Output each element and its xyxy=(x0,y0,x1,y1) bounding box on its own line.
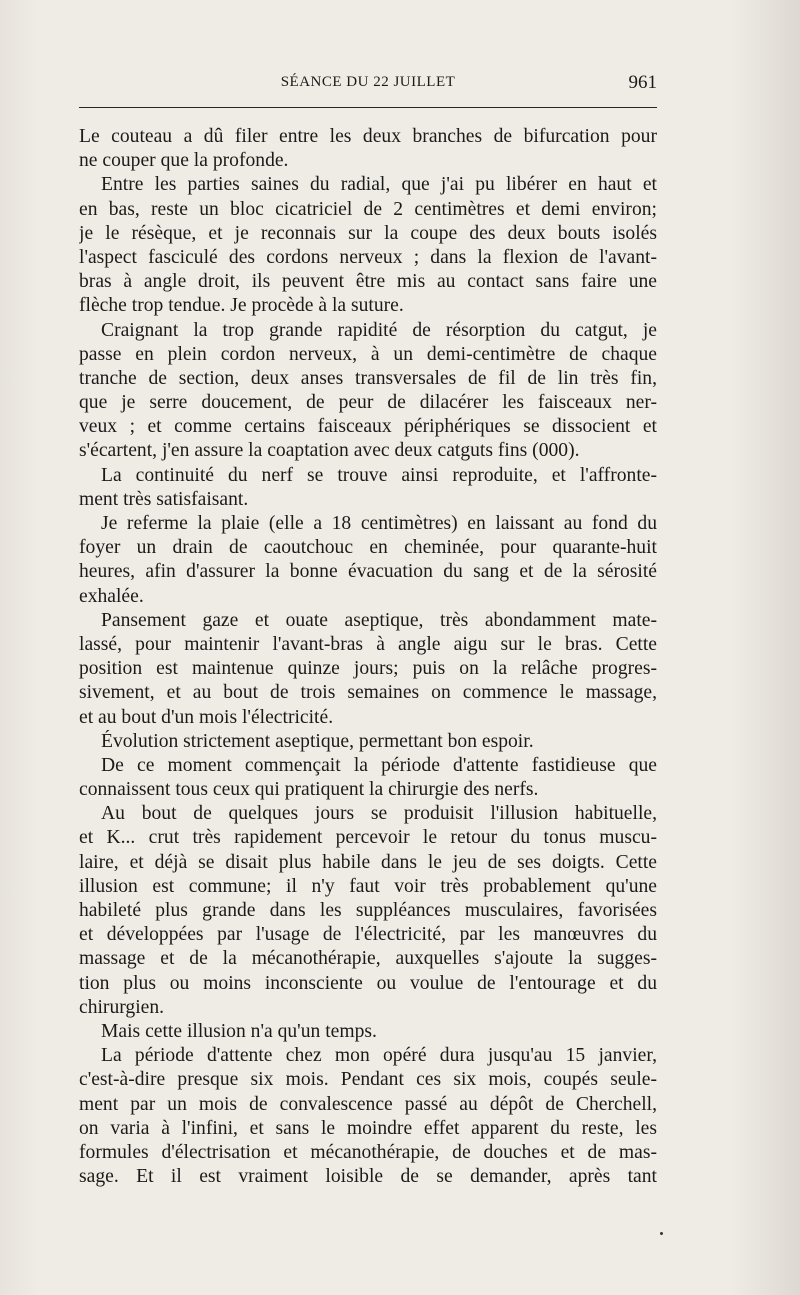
text-line: Mais cette illusion n'a qu'un temps. xyxy=(101,1020,377,1042)
text-line: Entre les parties saines du radial, que j'ai pu libérer en haut et xyxy=(101,174,657,196)
page-header xyxy=(79,72,657,98)
text-line: tranche de section, deux anses transversales de fil de lin très fin, xyxy=(79,367,657,389)
text-line: De ce moment commençait la période d'attente fastidieuse que xyxy=(101,754,657,776)
text-line: et développées par l'usage de l'électricité, par les manœuvres du xyxy=(79,924,657,946)
text-line: je le résèque, et je reconnais sur la coupe des deux bouts isolés xyxy=(79,222,657,244)
text-line: lassé, pour maintenir l'avant-bras à angle aigu sur le bras. Cette xyxy=(79,633,657,655)
text-line: exhalée. xyxy=(79,585,144,607)
text-line: Évolution strictement aseptique, permettant bon espoir. xyxy=(101,730,534,752)
page-edge-shadow-right xyxy=(730,0,800,1295)
text-line: c'est-à-dire presque six mois. Pendant ces six mois, coupés seule- xyxy=(79,1069,657,1091)
text-line: foyer un drain de caoutchouc en cheminée, pour quarante-huit xyxy=(79,537,657,559)
text-line: laire, et déjà se disait plus habile dans le jeu de ses doigts. Cette xyxy=(79,851,657,873)
text-line: l'aspect fasciculé des cordons nerveux ; dans la flexion de l'avant- xyxy=(79,246,657,268)
text-line: connaissent tous ceux qui pratiquent la chirurgie des nerfs. xyxy=(79,779,539,801)
text-line: passe en plein cordon nerveux, à un demi-centimètre de chaque xyxy=(79,343,657,365)
print-speck xyxy=(660,1232,663,1235)
text-line: heures, afin d'assurer la bonne évacuation du sang et de la sérosité xyxy=(79,561,657,583)
text-line: ment très satisfaisant. xyxy=(79,488,249,510)
text-line: Au bout de quelques jours se produisit l'illusion habituelle, xyxy=(101,803,657,825)
header-rule xyxy=(79,107,657,108)
text-line: habileté plus grande dans les suppléances musculaires, favorisées xyxy=(79,900,657,921)
text-line: massage et de la mécanothérapie, auxquelles s'ajoute la sugges- xyxy=(79,948,657,970)
text-line: chirurgien. xyxy=(79,996,165,1018)
text-line: s'écartent, j'en assure la coaptation avec deux catguts fins (000). xyxy=(79,440,580,462)
text-line: veux ; et comme certains faisceaux périphériques se dissocient et xyxy=(79,416,657,438)
text-line: ne couper que la profonde. xyxy=(79,150,289,172)
text-line: bras à angle droit, ils peuvent être mis au contact sans faire une xyxy=(79,271,657,293)
text-line: on varia à l'infini, et sans le moindre effet apparent du reste, les xyxy=(79,1117,657,1139)
text-line: Pansement gaze et ouate aseptique, très abondamment mate- xyxy=(101,609,657,631)
running-title: SÉANCE DU 22 JUILLET xyxy=(280,74,456,90)
text-line: La continuité du nerf se trouve ainsi reproduite, et l'affronte- xyxy=(101,464,657,486)
text-line: en bas, reste un bloc cicatriciel de 2 centimètres et demi environ; xyxy=(79,198,657,220)
text-line: que je serre doucement, de peur de dilacérer les faisceaux ner- xyxy=(79,392,657,414)
text-line: Le couteau a dû filer entre les deux branches de bifurcation pour xyxy=(79,126,657,147)
page-edge-shadow-left xyxy=(0,0,40,1295)
text-line: illusion est commune; il n'y faut voir très probablement qu'une xyxy=(79,875,657,897)
text-line: Je referme la plaie (elle a 18 centimètres) en laissant au fond du xyxy=(101,513,657,534)
text-line: flèche trop tendue. Je procède à la suture. xyxy=(79,295,404,317)
text-line: ment par un mois de convalescence passé au dépôt de Cherchell, xyxy=(79,1093,657,1115)
body-text xyxy=(79,125,657,1189)
text-line: sivement, et au bout de trois semaines on commence le massage, xyxy=(79,682,657,704)
text-line: Craignant la trop grande rapidité de résorption du catgut, je xyxy=(101,319,657,341)
text-line: sage. Et il est vraiment loisible de se demander, après tant xyxy=(79,1166,657,1188)
text-line: et K... crut très rapidement percevoir le retour du tonus muscu- xyxy=(79,827,657,849)
text-line: tion plus ou moins inconsciente ou voulue de l'entourage et du xyxy=(79,972,657,994)
text-line: formules d'électrisation et mécanothérapie, de douches et de mas- xyxy=(79,1141,657,1163)
text-line: La période d'attente chez mon opéré dura jusqu'au 15 janvier, xyxy=(101,1045,657,1067)
page-number: 961 xyxy=(628,72,657,93)
text-line: position est maintenue quinze jours; puis on la relâche progres- xyxy=(79,658,657,680)
text-line: et au bout d'un mois l'électricité. xyxy=(79,706,334,728)
